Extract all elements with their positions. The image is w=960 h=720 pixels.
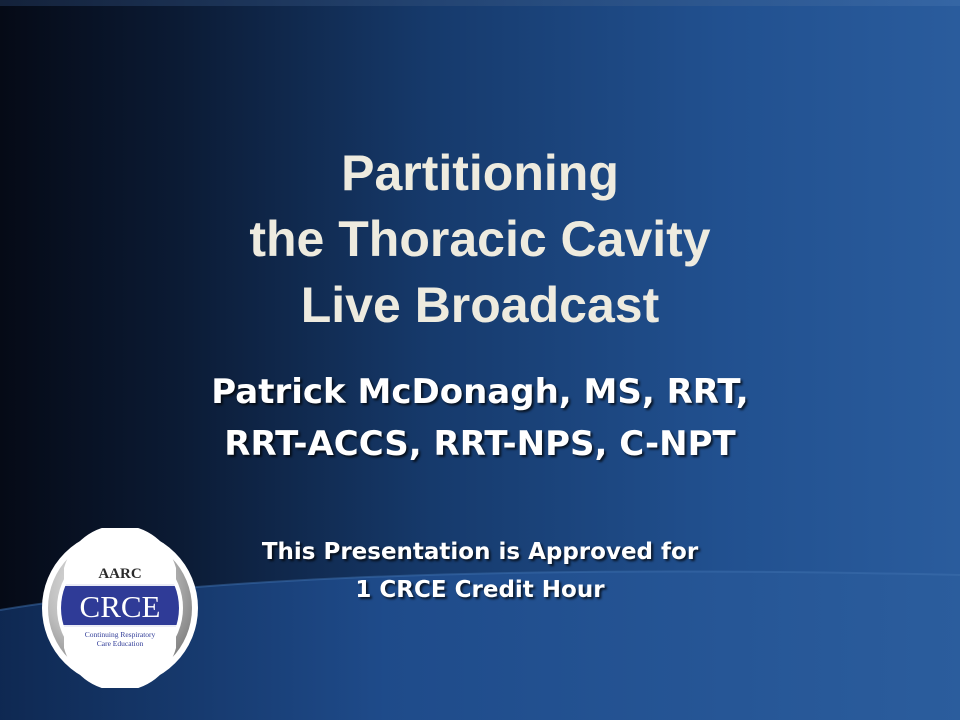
presenter-credentials bbox=[0, 366, 960, 470]
aarc-monogram: AARC bbox=[98, 566, 142, 582]
approval-line-1: This Presentation is Approved for bbox=[261, 539, 699, 565]
crce-wordmark: CRCE bbox=[79, 589, 161, 624]
presenter-line-1: Patrick McDonagh, MS, RRT, bbox=[211, 372, 749, 412]
badge-subtitle-line-1: Continuing Respiratory bbox=[84, 630, 156, 639]
badge-subtitle-line-2: Care Education bbox=[96, 639, 144, 648]
title-line-3: Live Broadcast bbox=[300, 277, 660, 333]
crce-badge-logo bbox=[40, 528, 200, 688]
slide-title bbox=[0, 140, 960, 338]
title-line-1: Partitioning bbox=[341, 145, 619, 201]
title-line-2: the Thoracic Cavity bbox=[249, 211, 711, 267]
presenter-line-2: RRT-ACCS, RRT-NPS, C-NPT bbox=[224, 424, 736, 464]
approval-line-2: 1 CRCE Credit Hour bbox=[355, 577, 605, 603]
